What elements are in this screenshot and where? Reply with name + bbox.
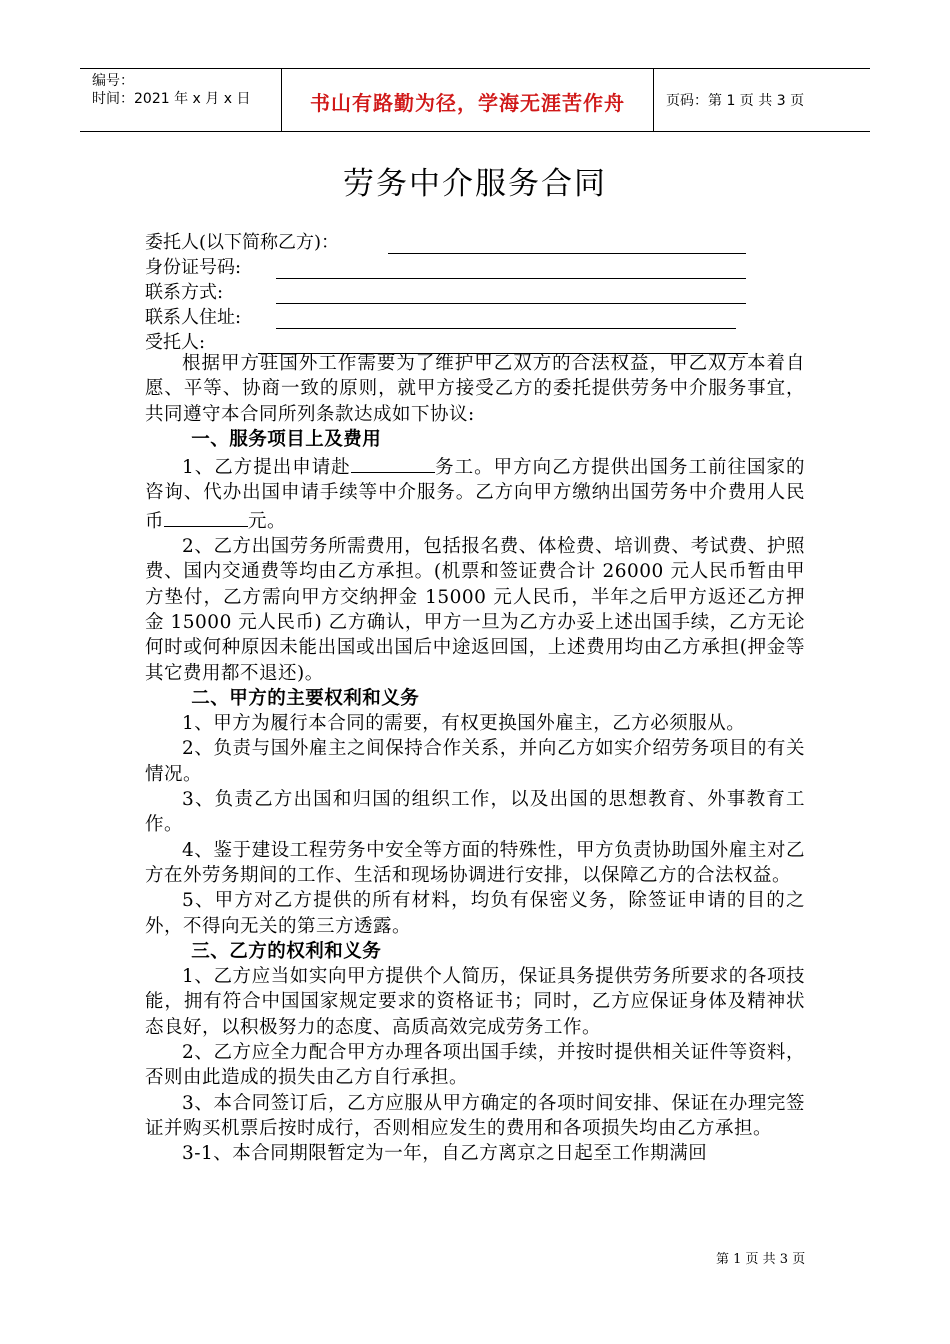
clause-2-5: 5、甲方对乙方提供的所有材料，均负有保密义务，除签证申请的目的之外，不得向无关的第三方透露。 xyxy=(145,890,805,937)
section-heading-party-a: 二、甲方的主要权利和义务 xyxy=(191,687,420,709)
clause-1-2: 2、乙方出国劳务所需费用，包括报名费、体检费、培训费、考试费、护照费、国内交通费等均由乙方承担。(机票和签证费合计 26000 元人民币暂由甲方垫付，乙方需向甲方交纳押金 15000 元人民币，半年之后甲方返还乙方押金 15000 元人民币) 乙方确认，甲方一旦为乙方办妥上述出国手续，乙方无论何时或何种原因未能出国或出国后中途返回国，上述费用均由乙方承担(押金等其它费用都不退还)。 xyxy=(145,536,805,684)
section-heading-party-b: 三、乙方的权利和义务 xyxy=(191,940,382,962)
header-divider xyxy=(653,69,654,131)
clause-2-4: 4、鉴于建设工程劳务中安全等方面的特殊性，甲方负责协助国外雇主对乙方在外劳务期间的工作、生活和现场协调进行安排，以保障乙方的合法权益。 xyxy=(145,839,805,886)
clause-1-1-part-b: 务工。甲方向乙方提供出国务工前往国家的咨询、代办出国申请手续等中介服务。乙方向甲方缴纳出国劳务中介费用人民币 xyxy=(145,457,805,532)
field-address-label: 联系人住址: xyxy=(145,307,242,328)
intro-paragraph: 根据甲方驻国外工作需要为了维护甲乙双方的合法权益，甲乙双方本着自愿、平等、协商一致的原则，就甲方接受乙方的委托提供劳务中介服务事宜，共同遵守本合同所列条款达成如下协议: xyxy=(145,353,805,425)
document-date-label: 时间：2021 年 x 月 x 日 xyxy=(92,91,251,107)
field-trustee-label: 受托人: xyxy=(145,332,206,353)
header-motto: 书山有路勤为径，学海无涯苦作舟 xyxy=(310,91,625,115)
header-meta xyxy=(92,72,250,108)
document-title: 劳务中介服务合同 xyxy=(343,166,607,202)
clause-3-3-1: 3-1、本合同期限暂定为一年，自乙方离京之日起至工作期满回 xyxy=(182,1143,708,1165)
clause-2-3: 3、负责乙方出国和归国的组织工作，以及出国的思想教育、外事教育工作。 xyxy=(145,789,805,836)
field-contact-blank[interactable] xyxy=(276,283,746,304)
clause-3-2: 2、乙方应全力配合甲方办理各项出国手续，并按时提供相关证件等资料，否则由此造成的损失由乙方自行承担。 xyxy=(145,1042,805,1089)
field-client-blank[interactable] xyxy=(388,233,746,254)
clause-2-1: 1、甲方为履行本合同的需要，有权更换国外雇主，乙方必须服从。 xyxy=(182,713,746,735)
party-fields xyxy=(145,231,765,356)
field-id-number-blank[interactable] xyxy=(276,258,746,279)
field-address-blank[interactable] xyxy=(276,308,736,329)
field-id-number xyxy=(145,256,765,281)
field-client xyxy=(145,231,765,256)
clause-1-1 xyxy=(145,452,805,534)
document-number-label: 编号： xyxy=(92,73,134,89)
clause-2-2: 2、负责与国外雇主之间保持合作关系，并向乙方如实介绍劳务项目的有关情况。 xyxy=(145,738,805,785)
section-heading-services: 一、服务项目上及费用 xyxy=(191,428,382,450)
page-header xyxy=(80,68,870,132)
clause-3-1: 1、乙方应当如实向甲方提供个人简历，保证具务提供劳务所要求的各项技能，拥有符合中国国家规定要求的资格证书；同时，乙方应保证身体及精神状态良好，以积极努力的态度、高质高效完成劳务工作。 xyxy=(145,966,805,1038)
field-client-label: 委托人(以下简称乙方)： xyxy=(145,232,340,253)
page-footer: 第 1 页 共 3 页 xyxy=(716,1252,806,1267)
destination-blank[interactable] xyxy=(351,452,435,473)
fee-amount-blank[interactable] xyxy=(164,506,248,527)
field-address xyxy=(145,306,765,331)
clause-3-3: 3、本合同签订后，乙方应服从甲方确定的各项时间安排、保证在办理完签证并购买机票后按时成行，否则相应发生的费用和各项损失均由乙方承担。 xyxy=(145,1092,805,1139)
clause-1-1-part-c: 元。 xyxy=(248,510,287,532)
clause-1-1-part-a: 1、乙方提出申请赴 xyxy=(182,457,351,479)
field-contact-label: 联系方式: xyxy=(145,282,224,303)
contract-body xyxy=(145,351,805,1167)
field-id-number-label: 身份证号码: xyxy=(145,257,242,278)
field-contact xyxy=(145,281,765,306)
header-page-number: 页码：第 1 页 共 3 页 xyxy=(666,93,805,109)
